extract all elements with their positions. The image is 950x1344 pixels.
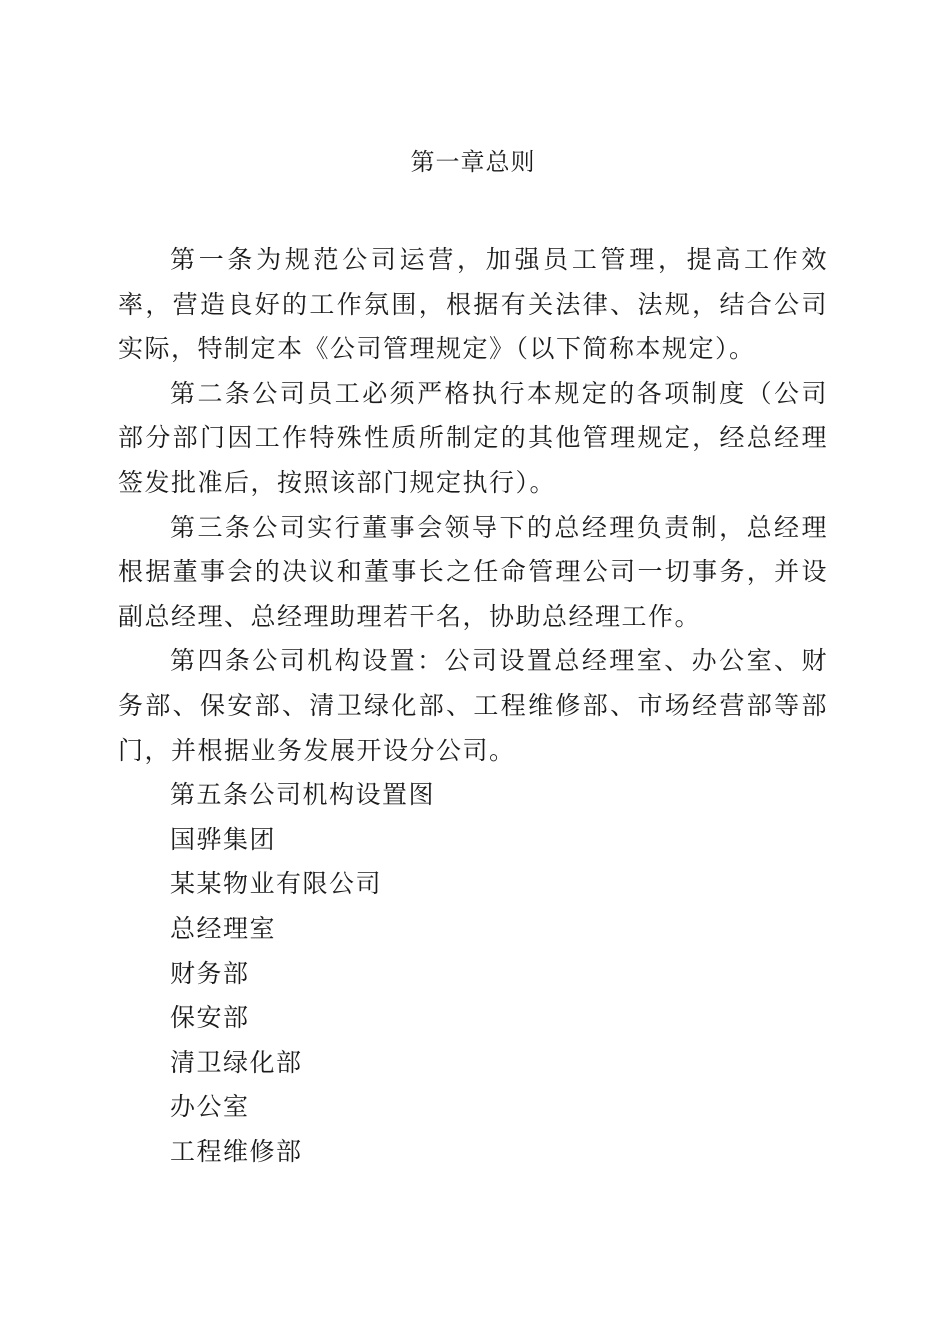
article-1: 第一条为规范公司运营，加强员工管理，提高工作效率，营造良好的工作氛围，根据有关法律、法规，结合公司实际，特制定本《公司管理规定》（以下简称本规定）。 bbox=[118, 245, 828, 364]
org-item-admin-office: 办公室 bbox=[170, 1092, 250, 1122]
org-item-group: 国骅集团 bbox=[170, 824, 277, 854]
article-3: 第三条公司实行董事会领导下的总经理负责制，总经理根据董事会的决议和董事长之任命管理公司一切事务，并设副总经理、总经理助理若干名，协助总经理工作。 bbox=[118, 512, 828, 631]
org-item-finance: 财务部 bbox=[170, 958, 250, 988]
article-2: 第二条公司员工必须严格执行本规定的各项制度（公司部分部门因工作特殊性质所制定的其他管理规定，经总经理签发批准后，按照该部门规定执行）。 bbox=[118, 378, 828, 497]
org-item-security: 保安部 bbox=[170, 1003, 250, 1033]
org-item-company: 某某物业有限公司 bbox=[170, 869, 383, 899]
article-4: 第四条公司机构设置：公司设置总经理室、办公室、财务部、保安部、清卫绿化部、工程维修部、市场经营部等部门，并根据业务发展开设分公司。 bbox=[118, 646, 828, 765]
document-page bbox=[118, 140, 828, 1174]
org-item-maintenance: 工程维修部 bbox=[170, 1136, 303, 1166]
org-item-gm-office: 总经理室 bbox=[170, 913, 277, 943]
org-item-cleaning-greening: 清卫绿化部 bbox=[170, 1047, 303, 1077]
org-chart-list bbox=[118, 773, 828, 1174]
chapter-title: 第一章总则 bbox=[410, 148, 536, 176]
org-chart-heading: 第五条公司机构设置图 bbox=[170, 780, 436, 810]
